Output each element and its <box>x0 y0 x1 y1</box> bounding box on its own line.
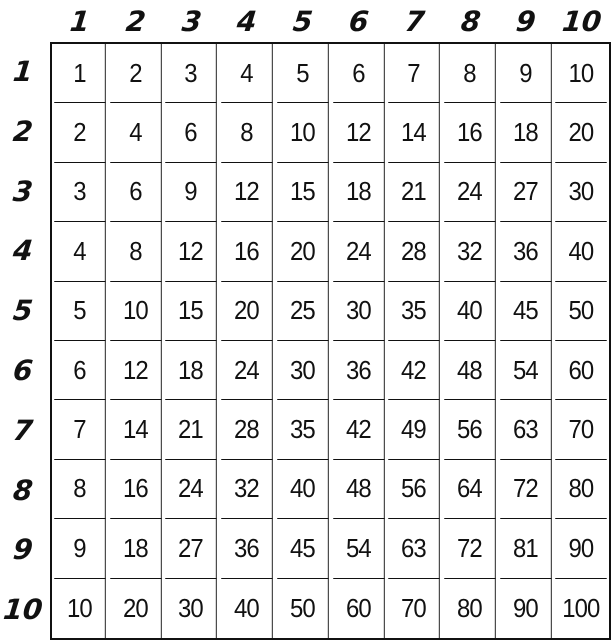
table-cell: 3 <box>54 163 105 222</box>
table-cell: 60 <box>333 579 384 638</box>
table-cell: 18 <box>110 519 161 578</box>
table-cell: 6 <box>54 341 105 400</box>
column-header: 1 <box>68 4 92 38</box>
table-cell: 30 <box>556 163 607 222</box>
table-cell: 16 <box>444 103 495 162</box>
table-cell: 100 <box>562 592 600 623</box>
table-cell: 50 <box>277 579 328 638</box>
table-cell: 63 <box>388 519 439 578</box>
table-cell: 6 <box>110 163 161 222</box>
table-cell: 50 <box>556 282 607 341</box>
row-header: 8 <box>11 473 35 507</box>
table-cell: 25 <box>277 282 328 341</box>
table-cell: 90 <box>500 579 551 638</box>
table-cell: 4 <box>221 44 272 103</box>
table-cell: 4 <box>54 222 105 281</box>
table-cell: 18 <box>500 103 551 162</box>
table-cell: 24 <box>166 460 217 519</box>
table-cell: 30 <box>333 282 384 341</box>
row-header: 5 <box>11 294 35 328</box>
table-cell: 40 <box>277 460 328 519</box>
table-cell: 54 <box>333 519 384 578</box>
column-header: 4 <box>235 4 259 38</box>
table-cell: 7 <box>388 44 439 103</box>
table-cell: 7 <box>54 400 105 459</box>
table-cell: 9 <box>166 163 217 222</box>
table-cell: 6 <box>166 103 217 162</box>
table-cell: 24 <box>444 163 495 222</box>
table-cell: 20 <box>221 282 272 341</box>
table-cell: 16 <box>221 222 272 281</box>
table-cell: 35 <box>277 400 328 459</box>
table-cell: 45 <box>277 519 328 578</box>
column-header: 5 <box>291 4 315 38</box>
column-header: 8 <box>459 4 482 38</box>
table-cell: 70 <box>388 579 439 638</box>
row-header: 9 <box>11 533 35 567</box>
table-cell: 15 <box>277 163 328 222</box>
row-headers <box>0 42 50 640</box>
table-cell: 2 <box>110 44 161 103</box>
table-cell: 28 <box>221 400 272 459</box>
column-header: 9 <box>514 4 538 38</box>
table-cell: 20 <box>110 579 161 638</box>
table-cell: 14 <box>110 400 161 459</box>
table-cell: 6 <box>333 44 384 103</box>
table-cell: 32 <box>221 460 272 519</box>
table-cell: 8 <box>444 44 495 103</box>
table-cell: 36 <box>221 519 272 578</box>
table-cell: 3 <box>166 44 217 103</box>
table-cell: 21 <box>166 400 217 459</box>
table-cell: 18 <box>333 163 384 222</box>
table-cell: 27 <box>166 519 217 578</box>
table-cell: 63 <box>500 400 551 459</box>
column-header: 7 <box>403 4 427 38</box>
table-cell: 5 <box>277 44 328 103</box>
table-cell: 54 <box>500 341 551 400</box>
row-header: 10 <box>1 593 45 627</box>
row-header: 2 <box>11 115 35 149</box>
table-cell: 16 <box>110 460 161 519</box>
table-cell: 28 <box>388 222 439 281</box>
table-cell: 72 <box>500 460 551 519</box>
table-cell: 42 <box>333 400 384 459</box>
table-cell: 48 <box>333 460 384 519</box>
table-cell: 20 <box>277 222 328 281</box>
table-cell: 56 <box>444 400 495 459</box>
table-cell: 24 <box>333 222 384 281</box>
row-header: 4 <box>11 234 35 268</box>
table-cell: 4 <box>110 103 161 162</box>
table-cell: 12 <box>166 222 217 281</box>
multiplication-grid <box>50 42 611 640</box>
table-cell: 32 <box>444 222 495 281</box>
column-header: 2 <box>124 4 148 38</box>
table-cell: 81 <box>500 519 551 578</box>
row-header: 7 <box>11 414 35 448</box>
row-header: 3 <box>11 174 35 208</box>
table-cell: 1 <box>54 44 105 103</box>
table-cell: 40 <box>221 579 272 638</box>
table-cell: 2 <box>54 103 105 162</box>
table-cell: 40 <box>444 282 495 341</box>
table-cell: 5 <box>54 282 105 341</box>
table-cell: 45 <box>500 282 551 341</box>
table-cell: 42 <box>388 341 439 400</box>
table-cell: 10 <box>277 103 328 162</box>
table-cell: 8 <box>221 103 272 162</box>
table-cell: 80 <box>444 579 495 638</box>
table-cell: 48 <box>444 341 495 400</box>
table-cell: 56 <box>388 460 439 519</box>
table-cell: 30 <box>166 579 217 638</box>
table-cell: 18 <box>166 341 217 400</box>
table-cell: 27 <box>500 163 551 222</box>
table-cell: 30 <box>277 341 328 400</box>
column-header: 10 <box>560 4 604 38</box>
table-cell: 90 <box>556 519 607 578</box>
table-cell: 70 <box>556 400 607 459</box>
table-cell: 72 <box>444 519 495 578</box>
table-cell: 8 <box>110 222 161 281</box>
table-cell: 64 <box>444 460 495 519</box>
table-cell: 36 <box>500 222 551 281</box>
table-cell: 8 <box>54 460 105 519</box>
column-headers <box>52 0 610 42</box>
table-cell: 60 <box>556 341 607 400</box>
table-cell: 35 <box>388 282 439 341</box>
column-header: 3 <box>180 4 203 38</box>
table-cell: 80 <box>556 460 607 519</box>
table-cell: 10 <box>54 579 105 638</box>
column-header: 6 <box>347 4 371 38</box>
table-cell: 12 <box>333 103 384 162</box>
row-header: 6 <box>11 354 35 388</box>
table-cell: 9 <box>54 519 105 578</box>
table-cell: 10 <box>110 282 161 341</box>
table-cell: 15 <box>166 282 217 341</box>
table-cell: 9 <box>500 44 551 103</box>
table-cell: 10 <box>556 44 607 103</box>
table-cell: 24 <box>221 341 272 400</box>
table-cell: 14 <box>388 103 439 162</box>
table-cell: 20 <box>556 103 607 162</box>
table-cell: 12 <box>110 341 161 400</box>
table-cell: 21 <box>388 163 439 222</box>
row-header: 1 <box>11 55 35 89</box>
table-cell: 40 <box>556 222 607 281</box>
table-cell: 36 <box>333 341 384 400</box>
table-cell: 12 <box>221 163 272 222</box>
table-cell: 49 <box>388 400 439 459</box>
